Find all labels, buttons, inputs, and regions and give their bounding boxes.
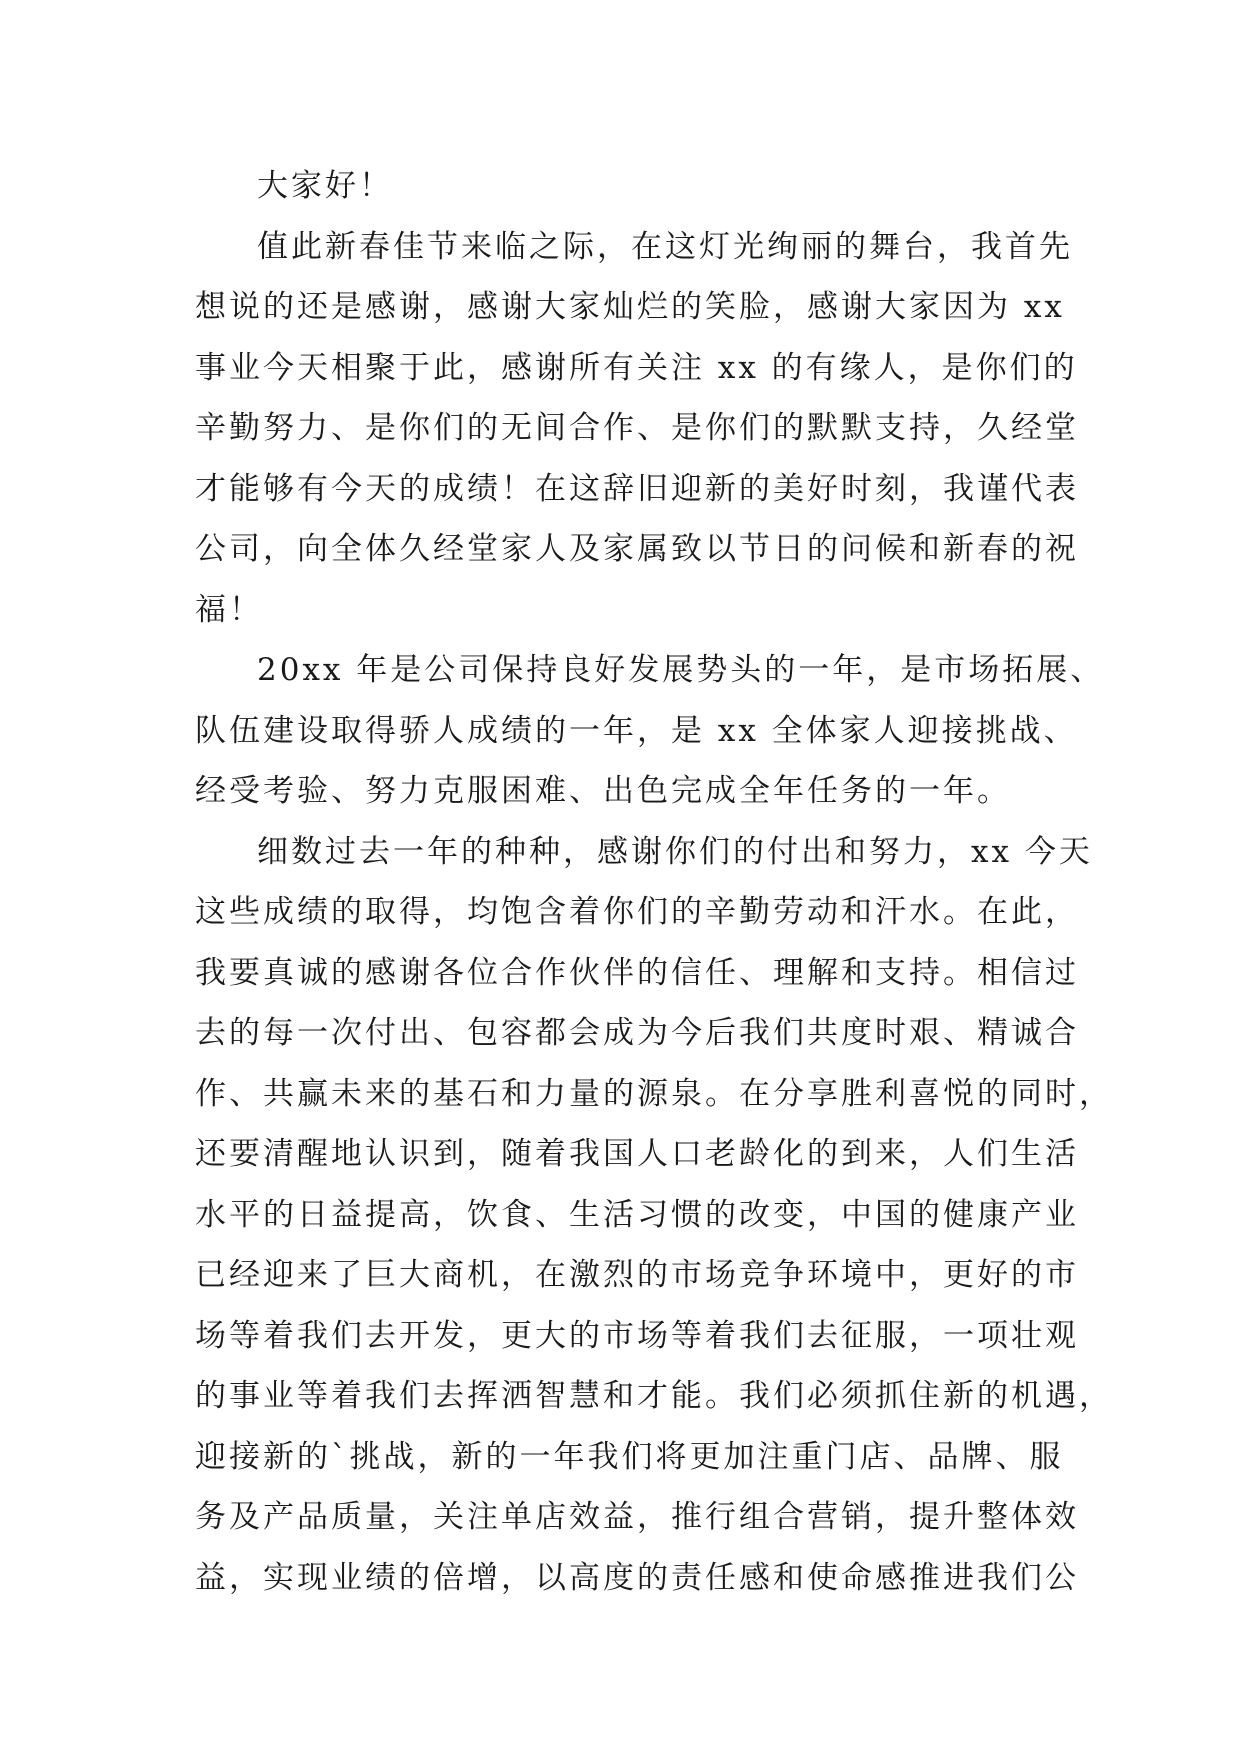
paragraph-3-line: 这些成绩的取得，均饱含着你们的辛勤劳动和汗水。在此， xyxy=(195,894,1079,930)
paragraph-1-line: 值此新春佳节来临之际，在这灯光绚丽的舞台，我首先 xyxy=(257,228,1073,265)
paragraph-1-line: 才能够有今天的成绩！在这辞旧迎新的美好时刻，我谨代表 xyxy=(195,470,1079,507)
paragraph-3-line: 去的每一次付出、包容都会成为今后我们共度时艰、精诚合 xyxy=(195,1015,1079,1051)
paragraph-1-line: 想说的还是感谢，感谢大家灿烂的笑脸，感谢大家因为 xx xyxy=(195,289,1065,325)
paragraph-3-line: 我要真诚的感谢各位合作伙伴的信任、理解和支持。相信过 xyxy=(195,954,1079,991)
paragraph-3-line: 场等着我们去开发，更大的市场等着我们去征服，一项壮观 xyxy=(195,1317,1079,1354)
paragraph-3-line: 已经迎来了巨大商机，在激烈的市场竞争环境中，更好的市 xyxy=(195,1257,1079,1293)
paragraph-1-line: 福！ xyxy=(195,591,263,628)
paragraph-3-line: 益，实现业绩的倍增，以高度的责任感和使命感推进我们公 xyxy=(195,1559,1079,1596)
paragraph-1-line: 事业今天相聚于此，感谢所有关注 xx 的有缘人，是你们的 xyxy=(195,349,1078,386)
paragraph-3-line: 作、共赢未来的基石和力量的源泉。在分享胜利喜悦的同时， xyxy=(195,1075,1113,1112)
paragraph-3-line: 水平的日益提高，饮食、生活习惯的改变，中国的健康产业 xyxy=(195,1196,1079,1233)
document-body xyxy=(195,156,1113,1608)
greeting-line: 大家好！ xyxy=(257,168,393,204)
paragraph-3-line: 的事业等着我们去挥洒智慧和才能。我们必须抓住新的机遇， xyxy=(195,1378,1113,1414)
paragraph-3-line: 务及产品质量，关注单店效益，推行组合营销，提升整体效 xyxy=(195,1499,1079,1535)
paragraph-1-line: 公司，向全体久经堂家人及家属致以节日的问候和新春的祝 xyxy=(195,531,1079,567)
paragraph-1-line: 辛勤努力、是你们的无间合作、是你们的默默支持，久经堂 xyxy=(195,410,1079,446)
paragraph-3-line: 细数过去一年的种种，感谢你们的付出和努力，xx 今天 xyxy=(257,833,1093,870)
paragraph-3-line: 迎接新的`挑战，新的一年我们将更加注重门店、品牌、服 xyxy=(195,1438,1064,1475)
paragraph-2-line: 队伍建设取得骄人成绩的一年，是 xx 全体家人迎接挑战、 xyxy=(195,712,1078,749)
paragraph-2-line: 经受考验、努力克服困难、出色完成全年任务的一年。 xyxy=(195,773,1011,809)
paragraph-3-line: 还要清醒地认识到，随着我国人口老龄化的到来，人们生活 xyxy=(195,1136,1079,1172)
paragraph-2-line: 20xx 年是公司保持良好发展势头的一年，是市场拓展、 xyxy=(257,652,1105,688)
